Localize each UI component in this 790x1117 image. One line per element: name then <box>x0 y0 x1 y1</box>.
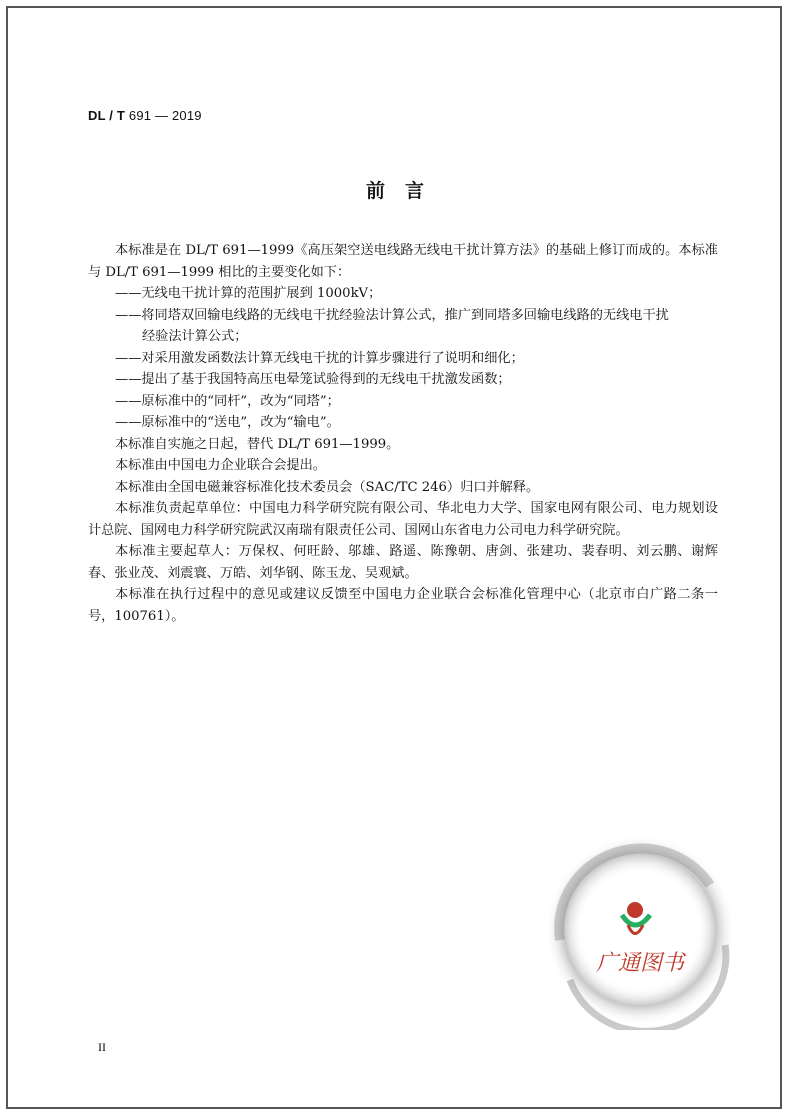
paragraph-drafting-units: 本标准负责起草单位：中国电力科学研究院有限公司、华北电力大学、国家电网有限公司、电力规划设计总院、国网电力科学研究院武汉南瑞有限责任公司、国网山东省电力公司电力科学研究院。 <box>88 501 718 538</box>
paragraph-intro: 本标准是在 DL/T 691—1999《高压架空送电线路无线电干扰计算方法》的基础上修订而成的。本标准与 DL/T 691—1999 相比的主要变化如下： <box>88 243 718 280</box>
page-number: II <box>98 1040 106 1054</box>
body-text <box>88 240 718 627</box>
paragraph-replace: 本标准自实施之日起，替代 DL/T 691—1999。 <box>115 436 400 452</box>
change-item: ——提出了基于我国特高压电晕笼试验得到的无线电干扰激发函数； <box>115 372 511 387</box>
svg-text:广通图书: 广通图书 <box>595 951 685 976</box>
standard-code: DL / T 691 — 2019 <box>88 108 202 123</box>
paragraph-drafters: 本标准主要起草人：万保权、何旺龄、邬雄、路遥、陈豫朝、唐剑、张建功、裴春明、刘云鹏、谢辉春、张业茂、刘震寰、万皓、刘华钢、陈玉龙、吴观斌。 <box>88 544 718 581</box>
paragraph-proposer: 本标准由中国电力企业联合会提出。 <box>115 458 326 473</box>
change-item: ——原标准中的“同杆”，改为“同塔”； <box>115 393 340 409</box>
paragraph-feedback: 本标准在执行过程中的意见或建议反馈至中国电力企业联合会标准化管理中心（北京市白广路二条一号，100761）。 <box>88 587 718 624</box>
change-item: ——原标准中的“送电”，改为“输电”。 <box>115 415 340 430</box>
change-item: ——对采用激发函数法计算无线电干扰的计算步骤进行了说明和细化； <box>115 350 524 366</box>
page-title: 前言 <box>365 180 444 202</box>
change-item: ——无线电干扰计算的范围扩展到 1000kV； <box>115 286 382 301</box>
publisher-seal-logo <box>540 830 740 1030</box>
change-item-continued: 经验法计算公式； <box>142 329 248 344</box>
change-item: ——将同塔双回输电线路的无线电干扰经验法计算公式，推广到同塔多回输电线路的无线电干扰 <box>115 307 669 323</box>
paragraph-committee: 本标准由全国电磁兼容标准化技术委员会（SAC/TC 246）归口并解释。 <box>115 479 540 495</box>
